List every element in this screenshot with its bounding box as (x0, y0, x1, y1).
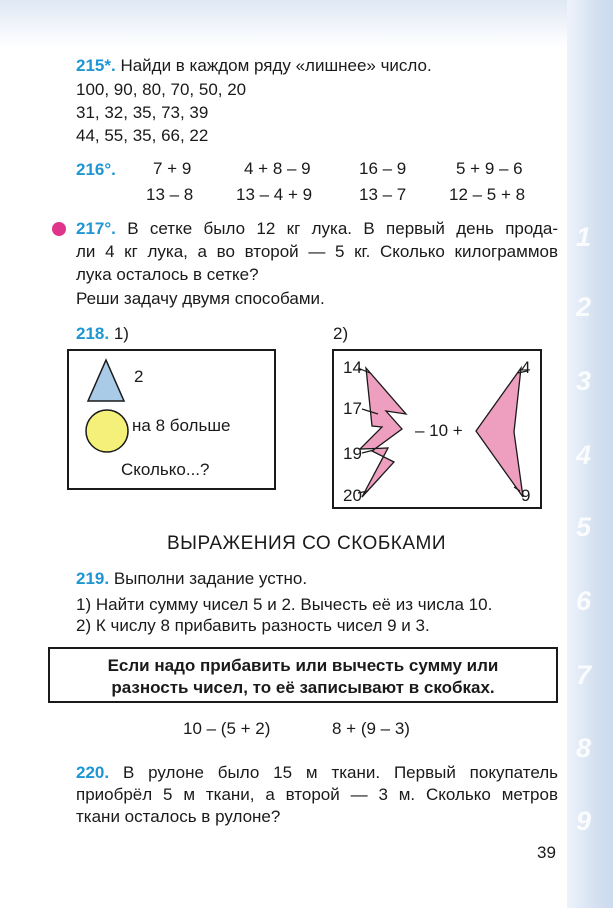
sidebar-digit: 4 (576, 440, 592, 470)
task-215-row-2: 31, 32, 35, 73, 39 (76, 103, 209, 122)
task-text: В сетке было 12 кг лука. В первый день прода- (127, 219, 558, 238)
page-number: 39 (537, 843, 556, 862)
section-title: ВЫРАЖЕНИЯ СО СКОБКАМИ (166, 533, 447, 554)
left-number: 14 (343, 358, 362, 377)
task-text: В рулоне было 15 м ткани. Первый покупатель (122, 763, 559, 782)
example-expression: 10 – (5 + 2) (183, 719, 271, 738)
question-label: Сколько...? (121, 460, 210, 479)
chapter-sidebar (567, 0, 613, 908)
task-number: 220. (76, 763, 110, 782)
task-219-item-2: 2) К числу 8 прибавить разность чисел 9 и 3. (76, 616, 430, 635)
task-215-row-1: 100, 90, 80, 70, 50, 20 (76, 80, 247, 99)
sidebar-digit: 8 (576, 733, 592, 763)
circle-label: на 8 больше (132, 416, 231, 435)
rule-box (48, 647, 558, 703)
rule-line-1: Если надо прибавить или вычесть сумму или (107, 656, 499, 675)
operation-label: – 10 + (415, 421, 463, 440)
sidebar-digit: 3 (576, 366, 592, 396)
sidebar-digit: 9 (576, 806, 592, 836)
task-217-line-1 (76, 218, 558, 240)
task-217-line-2: ли 4 кг лука, а во второй — 5 кг. Сколько килограммов (76, 242, 558, 261)
triangle-value: 2 (134, 367, 144, 386)
expression: 12 – 5 + 8 (449, 185, 526, 204)
left-number: 19 (343, 444, 362, 463)
top-gradient-band (0, 0, 613, 48)
left-number: 17 (343, 399, 362, 418)
task-220-line-2: приобрёл 5 м ткани, а второй — 3 м. Сколько метров (76, 785, 558, 804)
task-text: Найди в каждом ряду «лишнее» число. (120, 56, 432, 75)
pink-bullet-icon (52, 222, 66, 236)
task-219-item-1: 1) Найти сумму чисел 5 и 2. Вычесть её из числа 10. (76, 595, 493, 614)
left-number: 20 (343, 486, 362, 505)
task-220-line-3: ткани осталось в рулоне? (76, 807, 281, 826)
sidebar-digit: 1 (576, 222, 592, 252)
sidebar-digit: 5 (576, 512, 592, 542)
task-217-line-3: лука осталось в сетке? (76, 265, 259, 284)
task-number: 215*. (76, 56, 116, 75)
expression: 13 – 7 (359, 185, 407, 204)
task-text: Выполни задание устно. (113, 569, 308, 588)
sidebar-digit: 7 (576, 660, 592, 690)
expression: 13 – 8 (146, 185, 194, 204)
task-number: 219. (76, 569, 110, 588)
left-arrow-shape (360, 368, 406, 497)
right-number: 9 (521, 486, 531, 505)
task-number: 218. (76, 324, 110, 343)
circle-icon (84, 408, 130, 454)
expression: 7 + 9 (153, 159, 192, 178)
expression: 13 – 4 + 9 (236, 185, 313, 204)
example-expression: 8 + (9 – 3) (332, 719, 410, 738)
sidebar-digit: 6 (576, 586, 592, 616)
task-219-heading (76, 568, 307, 590)
right-number: 4 (521, 358, 531, 377)
expression: 5 + 9 – 6 (456, 159, 523, 178)
part-label: 2) (333, 324, 349, 343)
task-number: 217°. (76, 219, 116, 238)
right-arrow-shape (476, 368, 523, 497)
task-215-row-3: 44, 55, 35, 66, 22 (76, 126, 209, 145)
expression: 16 – 9 (359, 159, 407, 178)
task-216-number: 216°. (76, 160, 116, 179)
sidebar-digit: 2 (576, 292, 592, 322)
expression: 4 + 8 – 9 (244, 159, 311, 178)
task-220-line-1 (76, 762, 558, 784)
part-label: 1) (113, 324, 129, 343)
rule-line-2: разность чисел, то её записывают в скобках. (111, 678, 495, 697)
task-218-heading (76, 323, 129, 345)
task-217-line-4: Реши задачу двумя способами. (76, 289, 325, 308)
triangle-icon (86, 358, 126, 403)
task-215-heading (76, 55, 432, 77)
